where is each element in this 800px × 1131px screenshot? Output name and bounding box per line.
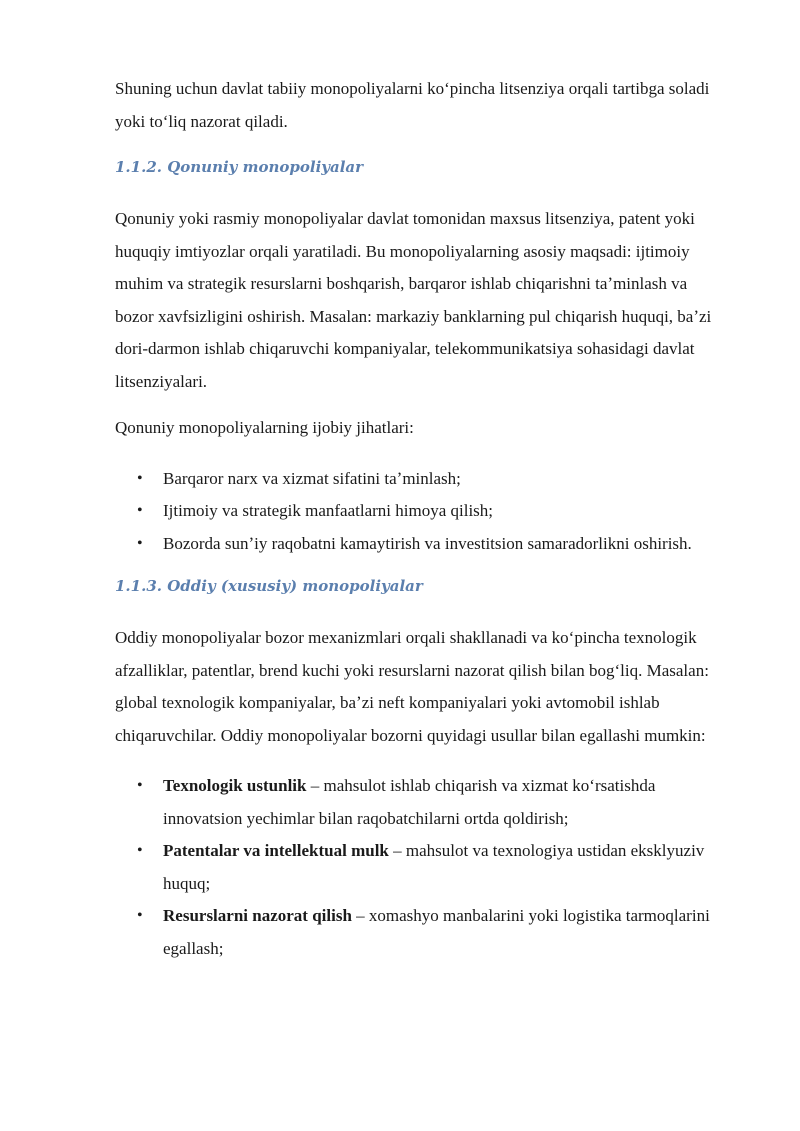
list-item-text: Bozorda sunʼiy raqobatni kamaytirish va investitsion samaradorlikni oshirish. — [163, 533, 692, 553]
legal-benefits-list — [115, 463, 722, 561]
list-item-term: Patentalar va intellektual mulk — [163, 841, 389, 860]
bullet-icon: • — [137, 534, 143, 552]
list-item — [115, 463, 722, 496]
list-item — [115, 900, 722, 965]
list-item — [115, 835, 722, 900]
bullet-icon: • — [137, 777, 143, 794]
bullet-icon: • — [137, 907, 143, 924]
intro-paragraph: Shuning uchun davlat tabiiy monopoliyalarni koʻpincha litsenziya orqali tartibga soladi yoki toʻliq nazorat qiladi. — [115, 79, 710, 131]
list-item — [115, 495, 722, 528]
bullet-icon: • — [137, 469, 143, 487]
list-item — [115, 770, 722, 835]
list-item-text: Ijtimoiy va strategik manfaatlarni himoya qilish; — [163, 501, 494, 520]
legal-benefits-intro: Qonuniy monopoliyalarning ijobiy jihatlari: — [115, 418, 414, 437]
ordinary-monopolies-paragraph: Oddiy monopoliyalar bozor mexanizmlari orqali shakllanadi va koʻpincha texnologik afzalliklar, patentlar, brend kuchi yoki resurslarni nazorat qilish bilan bogʻliq. Masalan: global texnologik kompaniyalar, baʼzi neft kompaniyalari yoki avtomobil ishlab chiqaruvchilar. Oddiy monopoliyalar bozorni quyidagi usullar bilan egallashi mumkin: — [115, 628, 709, 745]
list-item-text: – mahsulot ishlab chiqarish va xizmat koʻrsatishda innovatsion yechimlar bilan raqobatchilarni ortda qoldirish; — [163, 776, 656, 828]
bullet-icon: • — [137, 502, 143, 519]
heading-legal-monopolies: 1.1.2. Qonuniy monopoliyalar — [115, 158, 364, 176]
list-item-term: Resurslarni nazorat qilish — [163, 906, 352, 925]
list-item-text: – xomashyo manbalarini yoki logistika tarmoqlarini egallash; — [163, 906, 710, 958]
list-item-text: – mahsulot va texnologiya ustidan eksklyuziv huquq; — [163, 841, 705, 893]
legal-monopolies-paragraph: Qonuniy yoki rasmiy monopoliyalar davlat tomonidan maxsus litsenziya, patent yoki huquqiy imtiyozlar orqali yaratiladi. Bu monopoliyalarning asosiy maqsadi: ijtimoiy muhim va strategik resurslarni boshqarish, barqaror ishlab chiqarishni taʼminlash va bozor xavfsizligini oshirish. Masalan: markaziy banklarning pul chiqarish huquqi, baʼzi dori-darmon ishlab chiqaruvchi kompaniyalar, telekommunikatsiya sohasidagi davlat litsenziyalari. — [115, 209, 712, 391]
list-item — [115, 528, 722, 561]
heading-ordinary-monopolies: 1.1.3. Oddiy (xususiy) monopoliyalar — [115, 577, 423, 595]
list-item-term: Texnologik ustunlik — [163, 776, 307, 795]
list-item-text: Barqaror narx va xizmat sifatini taʼminlash; — [163, 468, 461, 488]
bullet-icon: • — [137, 842, 143, 859]
ordinary-methods-list — [115, 770, 722, 965]
